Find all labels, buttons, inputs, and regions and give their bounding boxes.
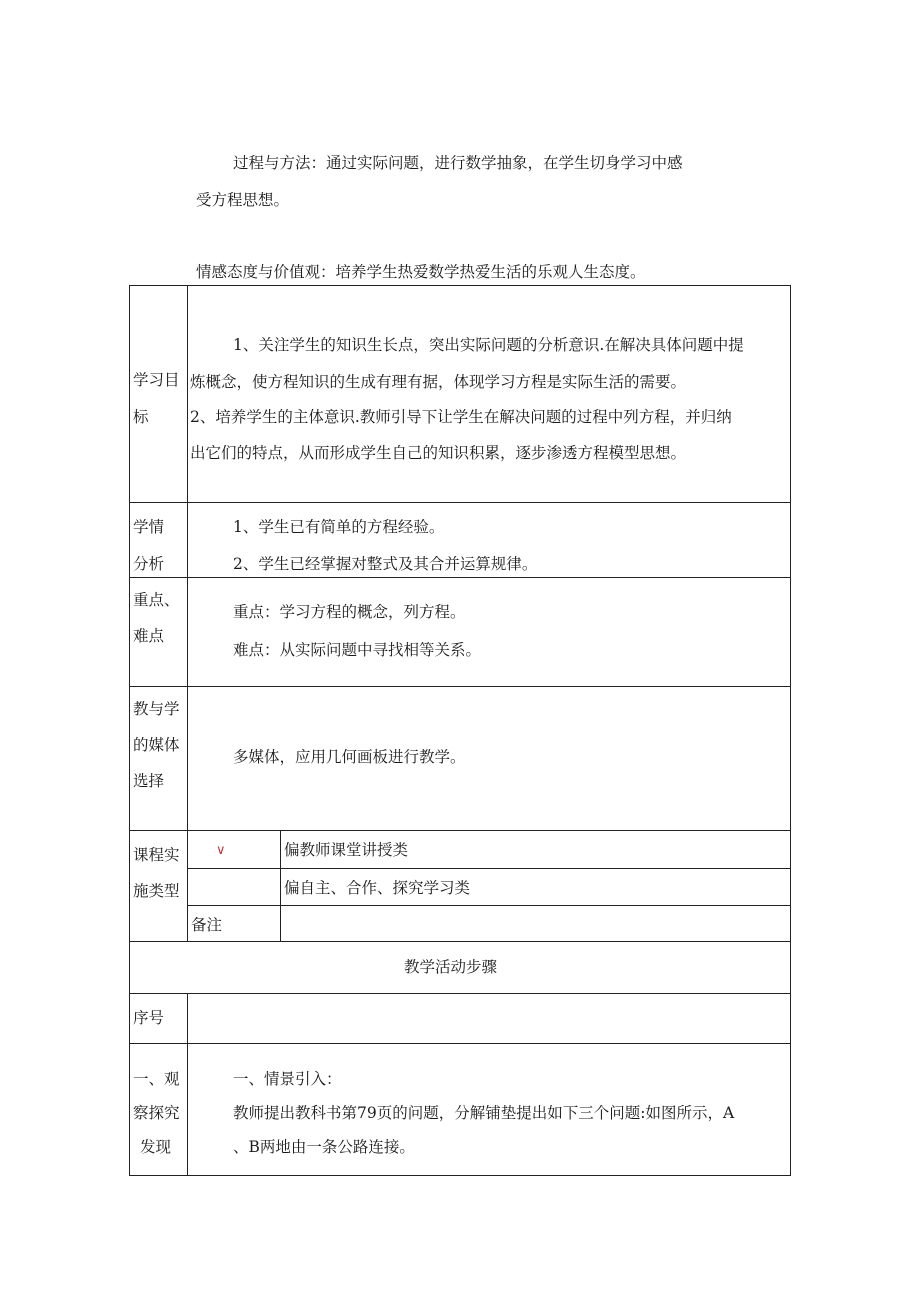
stage1-line-2: 教师提出教科书第79页的问题，分解铺垫提出如下三个问题:如图所示，A: [233, 1104, 735, 1122]
goals-label-1: 学习目: [133, 371, 180, 389]
course-type-label-1: 课程实: [133, 846, 180, 864]
keypoints-line-2: 难点：从实际问题中寻找相等关系。: [233, 641, 482, 659]
row-line: [129, 1043, 791, 1044]
col-line: [280, 830, 281, 941]
goals-line-1: 1、关注学生的知识生长点，突出实际问题的分析意识.在解决具体问题中提: [233, 336, 744, 354]
goals-line-3: 2、培养学生的主体意识.教师引导下让学生在解决问题的过程中列方程，并归纳: [190, 408, 732, 426]
row-line: [129, 941, 791, 942]
steps-title: 教学活动步骤: [404, 958, 498, 976]
media-text: 多媒体，应用几何画板进行教学。: [233, 748, 466, 766]
checkmark-icon: ∨: [216, 843, 226, 858]
remark-label: 备注: [191, 916, 223, 934]
goals-line-2: 炼概念，使方程知识的生成有理有据，体现学习方程是实际生活的需要。: [190, 373, 687, 391]
intro-emotion: 情感态度与价值观：培养学生热爱数学热爱生活的乐观人生态度。: [196, 263, 646, 281]
stage1-label-1: 一、观: [133, 1070, 180, 1088]
row-line: [129, 577, 791, 578]
media-label-2: 的媒体: [133, 736, 180, 754]
analysis-label-1: 学情: [133, 518, 165, 536]
intro-process-line2: 受方程思想。: [196, 191, 290, 209]
row-line: [187, 905, 791, 906]
row-line: [129, 686, 791, 687]
goals-label-2: 标: [133, 408, 149, 426]
stage1-line-1: 一、情景引入：: [233, 1070, 342, 1088]
stage1-label-3: 发现: [140, 1138, 172, 1156]
keypoints-line-1: 重点：学习方程的概念，列方程。: [233, 603, 466, 621]
row-line: [129, 830, 791, 831]
stage1-line-3: 、B两地由一条公路连接。: [233, 1138, 415, 1156]
col-line: [187, 285, 188, 941]
analysis-label-2: 分析: [133, 555, 165, 573]
stage1-label-2: 察探究: [133, 1104, 180, 1122]
media-label-3: 选择: [133, 772, 165, 790]
analysis-line-2: 2、学生已经掌握对整式及其合并运算规律。: [233, 555, 538, 573]
row-line: [129, 502, 791, 503]
goals-line-4: 出它们的特点，从而形成学生自己的知识积累，逐步渗透方程模型思想。: [190, 444, 687, 462]
analysis-line-1: 1、学生已有简单的方程经验。: [233, 518, 445, 536]
col-line: [187, 993, 188, 1176]
seq-label: 序号: [133, 1009, 165, 1027]
keypoints-label-2: 难点: [133, 627, 165, 645]
keypoints-label-1: 重点、: [133, 591, 180, 609]
row-line: [129, 993, 791, 994]
course-type-label-2: 施类型: [133, 882, 180, 900]
course-option-lecture: 偏教师课堂讲授类: [284, 841, 409, 859]
row-line: [187, 868, 791, 869]
intro-process-line1: 过程与方法：通过实际问题，进行数学抽象，在学生切身学习中感: [233, 154, 683, 172]
media-label-1: 教与学: [133, 700, 180, 718]
course-option-inquiry: 偏自主、合作、探究学习类: [284, 879, 471, 897]
